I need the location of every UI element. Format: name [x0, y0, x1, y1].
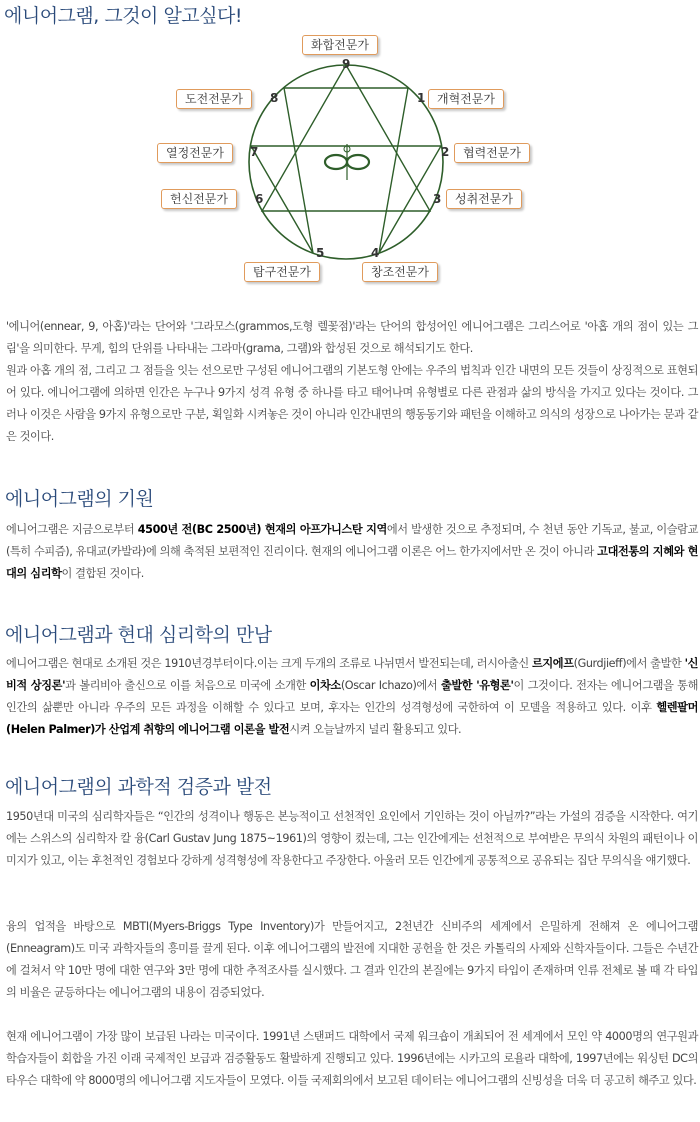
modern-text-2: (Gurdjieff)에서 출발한 [573, 657, 685, 670]
modern-highlight-4: 출발한 '유형론' [440, 679, 514, 692]
modern-highlight-1: 르지에프 [531, 657, 574, 670]
type-box-9: 화합전문가 [302, 35, 378, 55]
modern-text-1: 에니어그램은 현대로 소개된 것은 1910년경부터이다.이는 크게 두개의 조류로 나뉘면서 발전되는데, 러시아출신 [6, 657, 532, 670]
enneagram-hexad [251, 88, 441, 253]
science-paragraph-1: 1950년대 미국의 심리학자들은 “인간의 성격이나 행동은 본능적이고 선천적인 요인에서 기인하는 것이 아닐까?”라는 가설의 검증을 시작한다. 여기에는 스위스의 심리학자 칼 융(Carl Gustav Jung 1875~1961)의 영향이 컸는데, 그는 인간에게는 선천적으로 부여받은 무의식 차원의 패턴이나 이미지가 있고, 이는 후천적인 경험보다 강하게 성격형성에 작용한다고 주장한다. 아울러 모든 인간에게 공통적으로 공유되는 집단 무의식을 얘기했다. [6, 810, 698, 867]
origin-text-1: 에니어그램은 지금으로부터 [6, 523, 138, 536]
modern-highlight-2: '신비적 상징론' [6, 657, 698, 692]
type-number-6: 6 [255, 192, 264, 206]
type-box-4: 창조전문가 [362, 262, 438, 282]
type-number-8: 8 [270, 91, 279, 105]
type-number-4: 4 [371, 246, 380, 260]
type-box-7: 열정전문가 [157, 143, 233, 163]
modern-text-3: 과 볼리비아 출신으로 이를 처음으로 미국에 소개한 [65, 679, 310, 692]
modern-paragraph [6, 653, 698, 741]
origin-highlight-1: 4500년 전(BC 2500년) 현재의 아프가니스탄 지역 [137, 523, 387, 536]
modern-text-5: 이 그것이다. 전자는 에니어그램을 통해 인간의 삶뿐만 아니라 우주의 모든 과정을 이해할 수 있다고 보며, 후자는 인간의 성격형성에 국한하여 이 모델을 적용하고 있다. 이후 [6, 679, 698, 714]
science-paragraph-2: 융의 업적을 바탕으로 MBTI(Myers-Briggs Type Inventory)가 만들어지고, 2천년간 신비주의 세계에서 은밀하게 전해져 온 에니어그램(Enneagram)도 미국 과학자들의 흥미를 끌게 된다. 이후 에니어그램의 발전에 지대한 공헌을 한 것은 카톨릭의 사제와 신학자들이다. 그들은 수년간에 걸쳐서 약 10만 명에 대한 연구와 3만 명에 대한 추적조사를 실시했다. 그 결과 인간의 본질에는 9가지 타입이 존재하며 인류 전체로 볼 때 각 타입의 비율은 균등하다는 에니어그램의 내용이 검증되었다. [6, 920, 698, 999]
section-title-modern: 에니어그램과 현대 심리학의 만남 [5, 624, 272, 646]
type-box-5: 탐구전문가 [244, 262, 320, 282]
origin-text-2: 에서 발생한 것으로 추정되며, 수 천년 동안 기독교, 불교, 이슬람교(특히 수피즘), 유대교(카발라)에 의해 축적된 보편적인 진리이다. 현재의 에니어그램 이론은 어느 한가지에서만 온 것이 아니라 [6, 523, 698, 558]
intro-paragraph-1: '에니어(ennear, 9, 아홉)'라는 단어와 '그라모스(grammos,도형 렐꽃점)'라는 단어의 합성어인 에니어그램은 그리스어로 '아홉 개의 점이 있는 그림'을 의미한다. 무게, 힘의 단위를 나타내는 그라마(grama, 그램)와 합성된 것으로 해석되기도 한다. [6, 320, 698, 355]
section-title-science: 에니어그램의 과학적 검증과 발전 [5, 776, 272, 798]
type-box-6: 헌신전문가 [161, 189, 237, 209]
origin-paragraph [6, 519, 698, 585]
type-number-3: 3 [433, 192, 442, 206]
science-paragraph-3: 현재 에니어그램이 가장 많이 보급된 나라는 미국이다. 1991년 스탠퍼드 대학에서 국제 워크숍이 개최되어 전 세계에서 모인 약 4000명의 연구원과 학습자들이 회합을 가진 이래 국제적인 보급과 검증활동도 활발하게 진행되고 있다. 1996년에는 시카고의 로욜라 대학에, 1997년에는 워싱턴 DC의 타우슨 대학에 약 8000명의 에니어그램 지도자들이 모였다. 이들 국제회의에서 보고된 데이터는 에니어그램의 신빙성을 더욱 더 공고히 해주고 있다. [6, 1030, 698, 1087]
intro-paragraph-2: 원과 아홉 개의 점, 그리고 그 점들을 잇는 선으로만 구성된 에니어그램의 기본도형 안에는 우주의 법칙과 인간 내면의 모든 것들이 상징적으로 표현되어 있다. 에니어그램에 의하면 인간은 누구나 9가지 성격 유형 중 하나를 타고 태어나며 유형별로 다른 관점과 삶의 방식을 가지고 있다는 것이다. 그러나 이것은 사람을 9가지 유형으로만 구분, 획일화 시켜놓은 것이 아니라 인간내면의 행동동기와 패턴을 이해하고 의식의 성장으로 나아가는 문과 같은 것이다. [6, 364, 698, 443]
page-title: 에니어그램, 그것이 알고싶다! [4, 5, 242, 27]
modern-text-4: (Oscar Ichazo)에서 [340, 679, 441, 692]
modern-highlight-3: 이차소 [309, 679, 341, 692]
enneagram-triangle [262, 65, 430, 211]
type-number-7: 7 [250, 145, 259, 159]
type-box-1: 개혁전문가 [428, 89, 504, 109]
section-title-origin: 에니어그램의 기원 [5, 488, 154, 510]
type-box-2: 협력전문가 [454, 143, 530, 163]
type-number-1: 1 [417, 91, 426, 105]
type-number-5: 5 [316, 246, 325, 260]
type-number-9: 9 [342, 57, 351, 71]
modern-highlight-5: 헬렌팔머(Helen Palmer)가 산업계 취향의 에니어그램 이론을 발전 [6, 701, 698, 736]
type-box-8: 도전전문가 [176, 89, 252, 109]
enneagram-diagram [140, 30, 560, 290]
infinity-emblem-icon [325, 144, 369, 180]
type-number-2: 2 [441, 145, 450, 159]
origin-text-3: 이 결합된 것이다. [61, 567, 144, 580]
type-box-3: 성취전문가 [446, 189, 522, 209]
modern-text-6: 시켜 오늘날까지 널리 활용되고 있다. [289, 723, 462, 736]
origin-highlight-2: 고대전통의 지혜와 현대의 심리학 [6, 545, 698, 580]
